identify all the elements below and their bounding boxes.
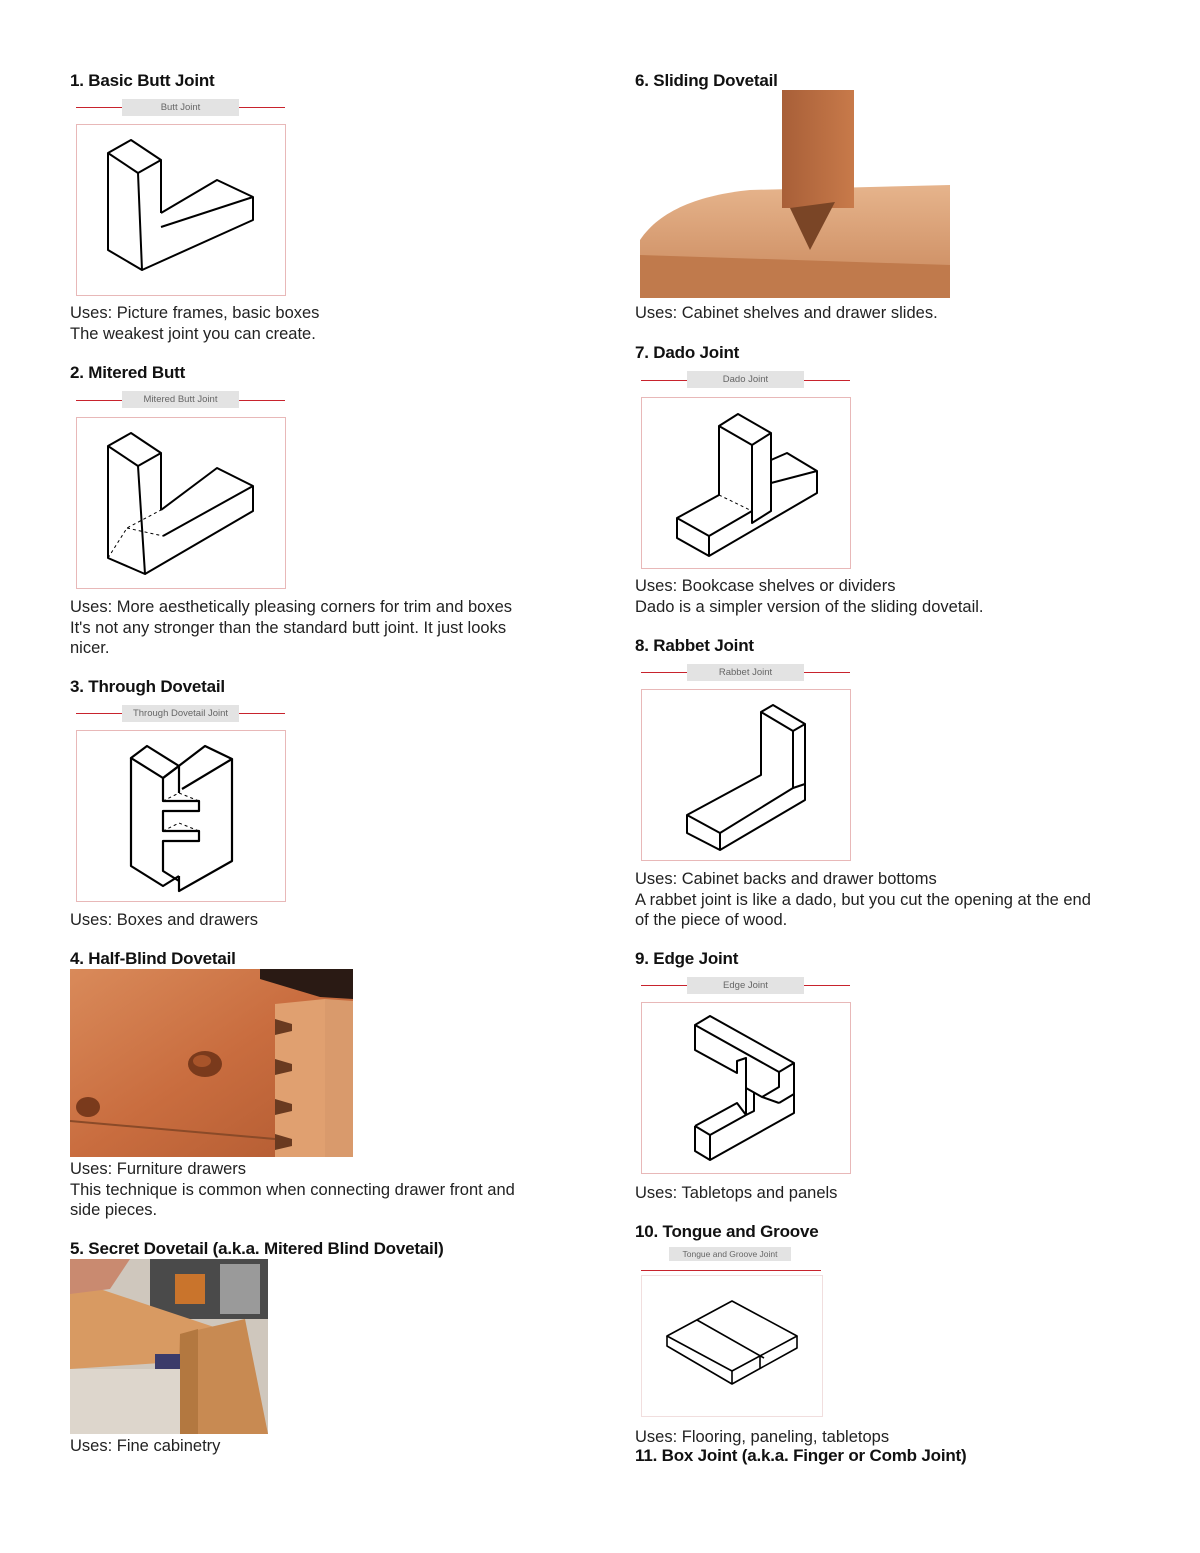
dado-joint-diagram	[642, 398, 850, 568]
mitered-butt-caption: Mitered Butt Joint	[122, 391, 239, 408]
joint-5-text: Uses: Fine cabinetry	[70, 1437, 221, 1455]
joint-9-heading: 9. Edge Joint	[635, 949, 739, 968]
joint-5-heading: 5. Secret Dovetail (a.k.a. Mitered Blind Dovetail)	[70, 1239, 444, 1258]
joint-3-text: Uses: Boxes and drawers	[70, 911, 259, 929]
joint-4-text: Uses: Furniture drawers This technique is common when connecting drawer front and side pieces.	[70, 1160, 515, 1219]
joint-8-text: Uses: Cabinet backs and drawer bottoms A rabbet joint is like a dado, but you cut the opening at the end of the piece of wood.	[635, 870, 1091, 929]
edge-joint-diagram	[642, 1003, 850, 1173]
joint-8-heading: 8. Rabbet Joint	[635, 636, 754, 655]
butt-joint-caption: Butt Joint	[122, 99, 239, 116]
joint-10-text: Uses: Flooring, paneling, tabletops	[635, 1428, 890, 1446]
through-dovetail-caption: Through Dovetail Joint	[122, 705, 239, 722]
joint-6-text: Uses: Cabinet shelves and drawer slides.	[635, 304, 938, 322]
secret-dovetail-photo	[70, 1259, 268, 1434]
rabbet-joint-caption: Rabbet Joint	[687, 664, 804, 681]
joint-7-text: Uses: Bookcase shelves or dividers Dado is a simpler version of the sliding dovetail.	[635, 577, 984, 616]
sliding-dovetail-photo	[640, 90, 950, 298]
joint-10-heading: 10. Tongue and Groove	[635, 1222, 819, 1241]
joint-1-heading: 1. Basic Butt Joint	[70, 71, 215, 90]
joint-4-heading: 4. Half-Blind Dovetail	[70, 949, 236, 968]
joint-2-text: Uses: More aesthetically pleasing corners for trim and boxes It's not any stronger than the standard butt joint. It just looks nicer.	[70, 598, 513, 657]
dado-joint-caption: Dado Joint	[687, 371, 804, 388]
joint-7-heading: 7. Dado Joint	[635, 343, 740, 362]
joint-2-heading: 2. Mitered Butt	[70, 363, 186, 382]
through-dovetail-diagram	[77, 731, 285, 901]
joint-11-heading: 11. Box Joint (a.k.a. Finger or Comb Joint)	[635, 1446, 967, 1465]
joint-9-text: Uses: Tabletops and panels	[635, 1184, 838, 1202]
joint-3-heading: 3. Through Dovetail	[70, 677, 225, 696]
butt-joint-diagram	[77, 125, 285, 295]
tongue-groove-caption: Tongue and Groove Joint	[669, 1247, 791, 1261]
joint-1-text: Uses: Picture frames, basic boxes The weakest joint you can create.	[70, 304, 320, 343]
half-blind-dovetail-photo	[70, 969, 353, 1157]
rabbet-joint-diagram	[642, 690, 850, 860]
joint-6-heading: 6. Sliding Dovetail	[635, 71, 778, 90]
tongue-groove-diagram	[642, 1276, 822, 1416]
mitered-butt-diagram	[77, 418, 285, 588]
edge-joint-caption: Edge Joint	[687, 977, 804, 994]
